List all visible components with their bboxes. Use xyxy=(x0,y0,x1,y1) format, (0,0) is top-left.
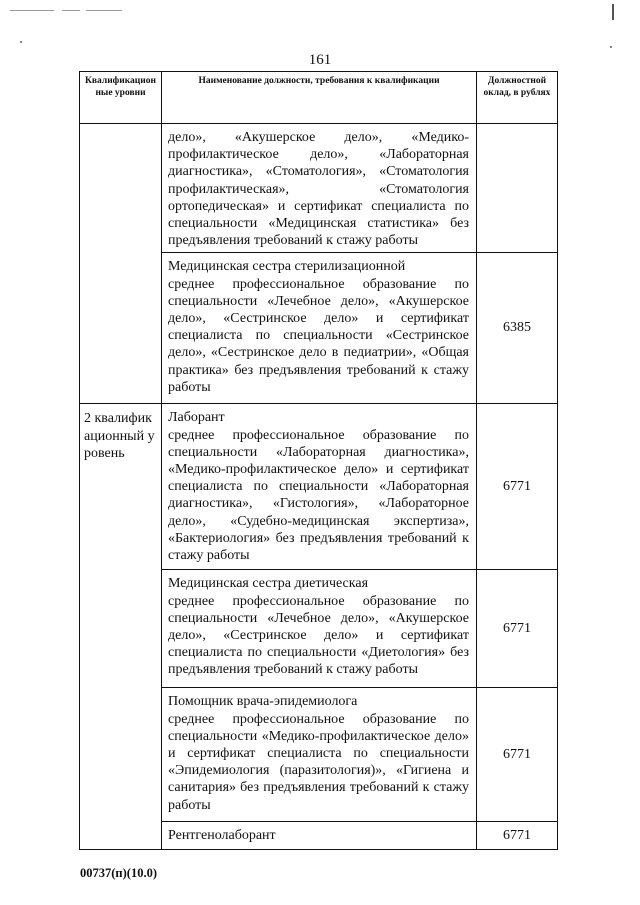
position-requirements: дело», «Акушерское дело», «Медико-профилактическое дело», «Лабораторная диагностика», «Стоматология», «Стоматология профилактическая», «Стоматология ортопедическая» и сертификат специалиста по специальности «Медицинская статистика» без предъявления требований к стажу работы xyxy=(168,130,469,249)
salary-cell: 6385 xyxy=(477,253,558,404)
position-requirements: среднее профессиональное образование по специальности «Лабораторная диагностика», «Медико-профилактическое дело» и сертификат специалиста по специальности «Лабораторная диагностика», «Гистология», «Лабораторное дело», «Судебно-медицинская экспертиза», «Бактериология» без предъявления требований к стажу работы xyxy=(168,427,469,564)
position-description xyxy=(162,124,477,253)
position-title: Медицинская сестра стерилизационной xyxy=(168,259,406,275)
scan-artifact-dot xyxy=(610,46,612,48)
position-title: Медицинская сестра диетическая xyxy=(168,576,369,592)
position-description xyxy=(162,253,477,404)
table-header-row xyxy=(80,72,558,124)
position-description xyxy=(162,404,477,570)
position-title: Лаборант xyxy=(168,410,225,426)
position-description xyxy=(162,822,477,850)
position-title: Рентгенолаборант xyxy=(168,828,276,844)
scan-artifact-line xyxy=(86,10,122,11)
level-cell: 2 квалификационный уровень xyxy=(80,404,162,850)
header-salary: Должностной оклад, в рублях xyxy=(477,72,558,124)
position-requirements: среднее профессиональное образование по специальности «Лечебное дело», «Акушерское дело», «Сестринское дело» и сертификат специалиста по специальности «Диетология» без предъявления требований к стажу работы xyxy=(168,593,469,678)
salary-cell xyxy=(477,124,558,253)
level-cell xyxy=(80,124,162,404)
table-row xyxy=(80,404,558,570)
qualification-table xyxy=(79,71,558,850)
page-number: 161 xyxy=(308,52,332,68)
scan-artifact-line xyxy=(612,4,614,20)
table-row xyxy=(80,124,558,253)
salary-cell: 6771 xyxy=(477,570,558,688)
scan-artifact-line xyxy=(62,10,80,11)
position-requirements: среднее профессиональное образование по специальности «Лечебное дело», «Акушерское дело», «Сестринское дело» и сертификат специалиста по специальности «Сестринское дело», «Сестринское дело в педиатрии», «Общая практика» без предъявления требований к стажу работы xyxy=(168,276,469,395)
document-code: 00737(п)(10.0) xyxy=(80,866,157,880)
scan-artifact-dot xyxy=(20,41,22,43)
header-position: Наименование должности, требования к квалификации xyxy=(162,72,477,124)
position-description xyxy=(162,570,477,688)
position-description xyxy=(162,688,477,822)
position-title: Помощник врача-эпидемиолога xyxy=(168,694,358,710)
scan-artifact-line xyxy=(10,10,54,11)
salary-cell: 6771 xyxy=(477,404,558,570)
salary-cell: 6771 xyxy=(477,688,558,822)
salary-cell: 6771 xyxy=(477,822,558,850)
header-level: Квалификационные уровни xyxy=(80,72,162,124)
position-requirements: среднее профессиональное образование по специальности «Медико-профилактическое дело» и сертификат специалиста по специальности «Эпидемиология (паразитология)», «Гигиена и санитария» без предъявления требований к стажу работы xyxy=(168,711,469,813)
